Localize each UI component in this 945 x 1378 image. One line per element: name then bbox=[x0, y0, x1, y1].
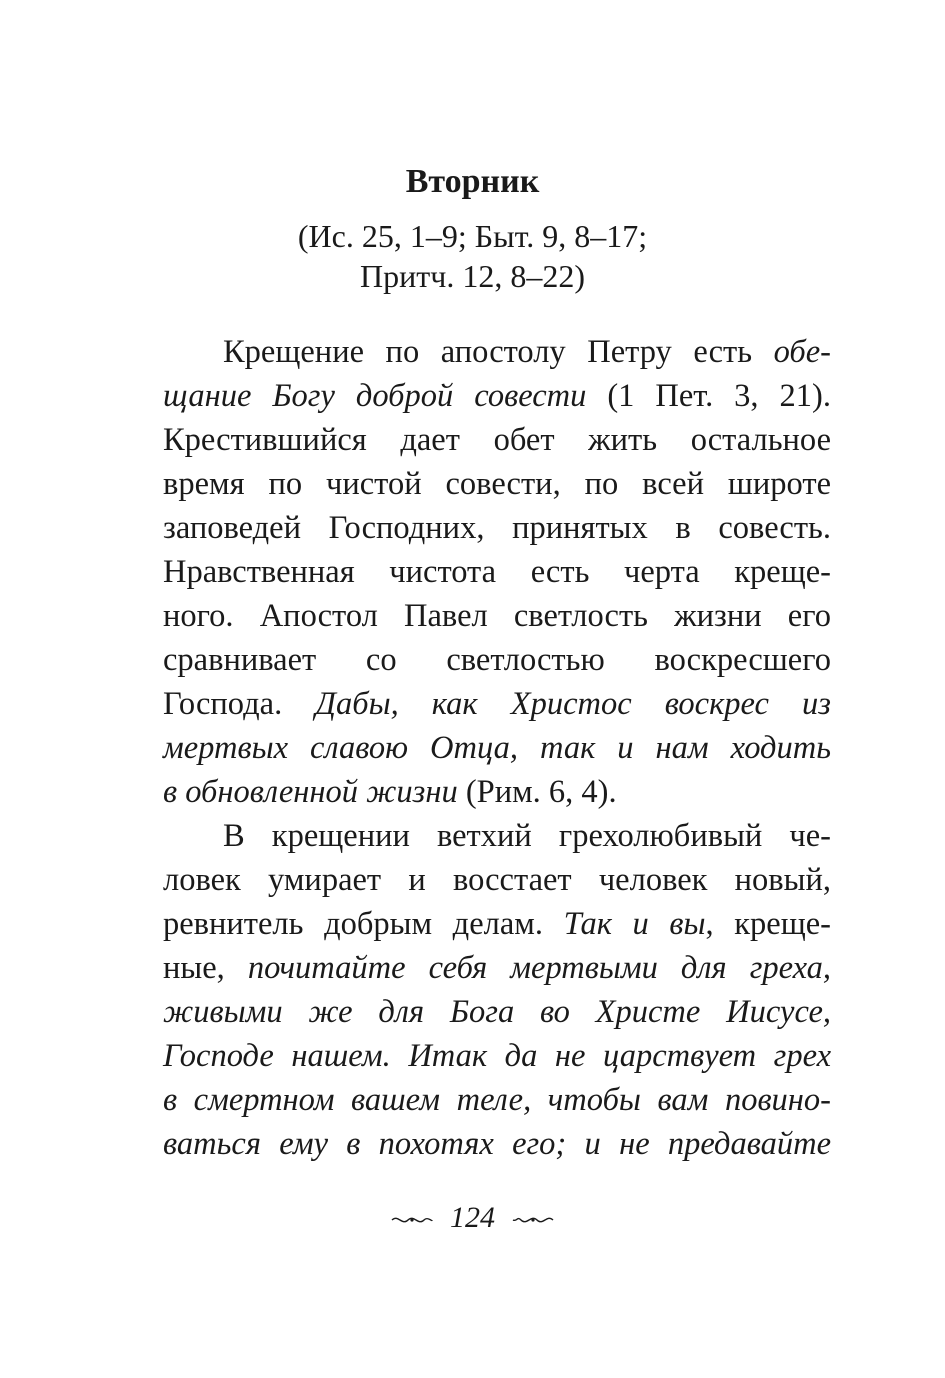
text-run: время по чистой совести, по всей широте bbox=[163, 466, 831, 502]
text-line bbox=[163, 946, 831, 990]
text-line bbox=[163, 1034, 831, 1078]
text-run: В крещении ветхий грехолюбивый че- bbox=[223, 818, 831, 854]
italic-text-run: в обновленной жизни bbox=[163, 774, 458, 810]
text-line bbox=[163, 726, 831, 770]
italic-text-run: живыми же для Бога во Христе Иисусе, bbox=[163, 994, 831, 1030]
text-line bbox=[163, 638, 831, 682]
text-run: ного. Апостол Павел светлость жизни его bbox=[163, 598, 831, 634]
text-line bbox=[163, 374, 831, 418]
reference-line-2: Притч. 12, 8–22) bbox=[360, 258, 585, 294]
page-footer bbox=[0, 1198, 945, 1238]
text-run: ловек умирает и восстает человек новый, bbox=[163, 862, 831, 898]
italic-text-run: Так и вы bbox=[563, 906, 706, 942]
text-line bbox=[163, 462, 831, 506]
italic-text-run: ваться ему в похотях его; и не предавайте bbox=[163, 1126, 831, 1162]
text-line bbox=[163, 814, 831, 858]
text-run: ные, bbox=[163, 950, 248, 986]
italic-text-run: щание Богу доброй совести bbox=[163, 378, 587, 414]
text-line bbox=[163, 550, 831, 594]
italic-text-run: обе- bbox=[773, 334, 831, 370]
left-ornament-icon bbox=[390, 1213, 434, 1227]
text-run: заповедей Господних, принятых в совесть. bbox=[163, 510, 831, 546]
text-line bbox=[163, 594, 831, 638]
italic-text-run: Дабы, как Христос воскрес из bbox=[315, 686, 831, 722]
text-line bbox=[163, 506, 831, 550]
text-run: сравнивает со светлостью воскресшего bbox=[163, 642, 831, 678]
text-line bbox=[163, 330, 831, 374]
text-run: ревнитель добрым делам. bbox=[163, 906, 564, 942]
text-line bbox=[163, 858, 831, 902]
text-run: Крестившийся дает обет жить остальное bbox=[163, 422, 831, 458]
section-heading: Вторник bbox=[405, 163, 540, 200]
text-run: Нравственная чистота есть черта креще- bbox=[163, 554, 831, 590]
text-run: Господа. bbox=[163, 686, 316, 722]
page-number: 124 bbox=[450, 1201, 495, 1234]
right-ornament-icon bbox=[511, 1213, 555, 1227]
text-line bbox=[163, 1122, 831, 1166]
text-line bbox=[163, 770, 831, 814]
text-line bbox=[163, 682, 831, 726]
body-text bbox=[163, 330, 831, 1166]
text-run: Крещение по апостолу Петру есть bbox=[223, 334, 774, 370]
italic-text-run: Господе нашем. Итак да не царствует грех bbox=[163, 1038, 831, 1074]
italic-text-run: мертвых славою Отца, так и нам ходить bbox=[163, 730, 831, 766]
reference-line-1: (Ис. 25, 1–9; Быт. 9, 8–17; bbox=[297, 218, 648, 254]
text-run: (1 Пет. 3, 21). bbox=[586, 378, 831, 414]
text-line bbox=[163, 418, 831, 462]
scripture-references bbox=[0, 216, 945, 296]
italic-text-run: почитайте себя мертвыми для греха, bbox=[247, 950, 831, 986]
italic-text-run: в смертном вашем теле, чтобы вам повино- bbox=[163, 1082, 831, 1118]
text-line bbox=[163, 902, 831, 946]
text-line bbox=[163, 1078, 831, 1122]
text-run: , креще- bbox=[705, 906, 831, 942]
text-line bbox=[163, 990, 831, 1034]
text-run: (Рим. 6, 4). bbox=[457, 774, 617, 810]
